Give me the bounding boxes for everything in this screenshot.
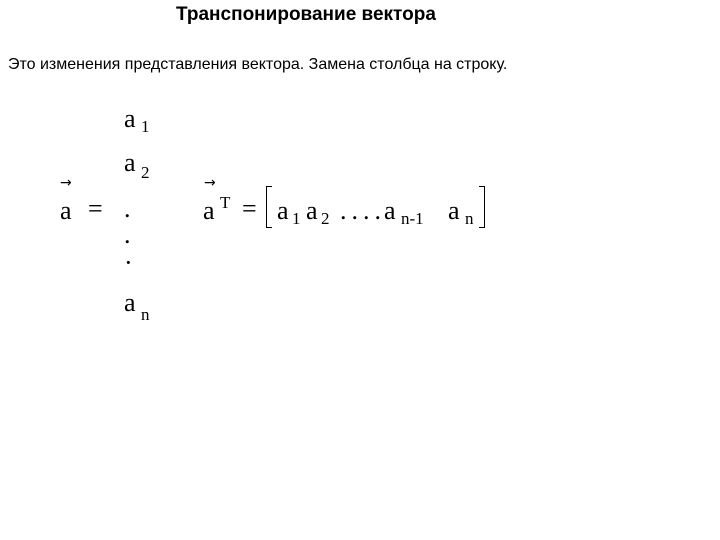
row-dots: ....	[340, 196, 386, 225]
row-entry: a	[384, 196, 396, 225]
column-entry-index: 2	[141, 163, 150, 182]
slide-subtitle: Это изменения представления вектора. Замена столбца на строку.	[8, 56, 508, 73]
row-entry-index: 2	[321, 209, 330, 228]
vector-arrow-icon: →	[204, 175, 216, 191]
row-vector-letter: a	[203, 196, 215, 225]
row-entry: a	[448, 196, 460, 225]
equals-sign: =	[88, 194, 103, 223]
column-entry: ·	[124, 248, 133, 277]
column-entry: a	[124, 288, 136, 317]
row-right-bracket	[479, 186, 485, 228]
column-entry: .	[124, 194, 131, 223]
column-entry: a	[124, 104, 136, 133]
vector-arrow-icon: →	[60, 175, 72, 191]
column-entry: a	[124, 148, 136, 177]
equals-sign: =	[242, 194, 257, 223]
column-entry-index: 1	[141, 117, 150, 136]
row-entry-index: n	[465, 209, 474, 228]
row-entry-index: 1	[292, 209, 301, 228]
column-entry-index: n	[141, 305, 150, 324]
vector-letter: a	[60, 196, 72, 225]
row-entry: a	[277, 196, 289, 225]
row-entry: a	[306, 196, 318, 225]
transpose-superscript: T	[220, 193, 231, 212]
row-left-bracket	[266, 186, 272, 228]
column-entry: .	[124, 220, 131, 249]
slide-title: Транспонирование вектора	[176, 4, 436, 25]
row-entry-index: n-1	[401, 209, 424, 228]
